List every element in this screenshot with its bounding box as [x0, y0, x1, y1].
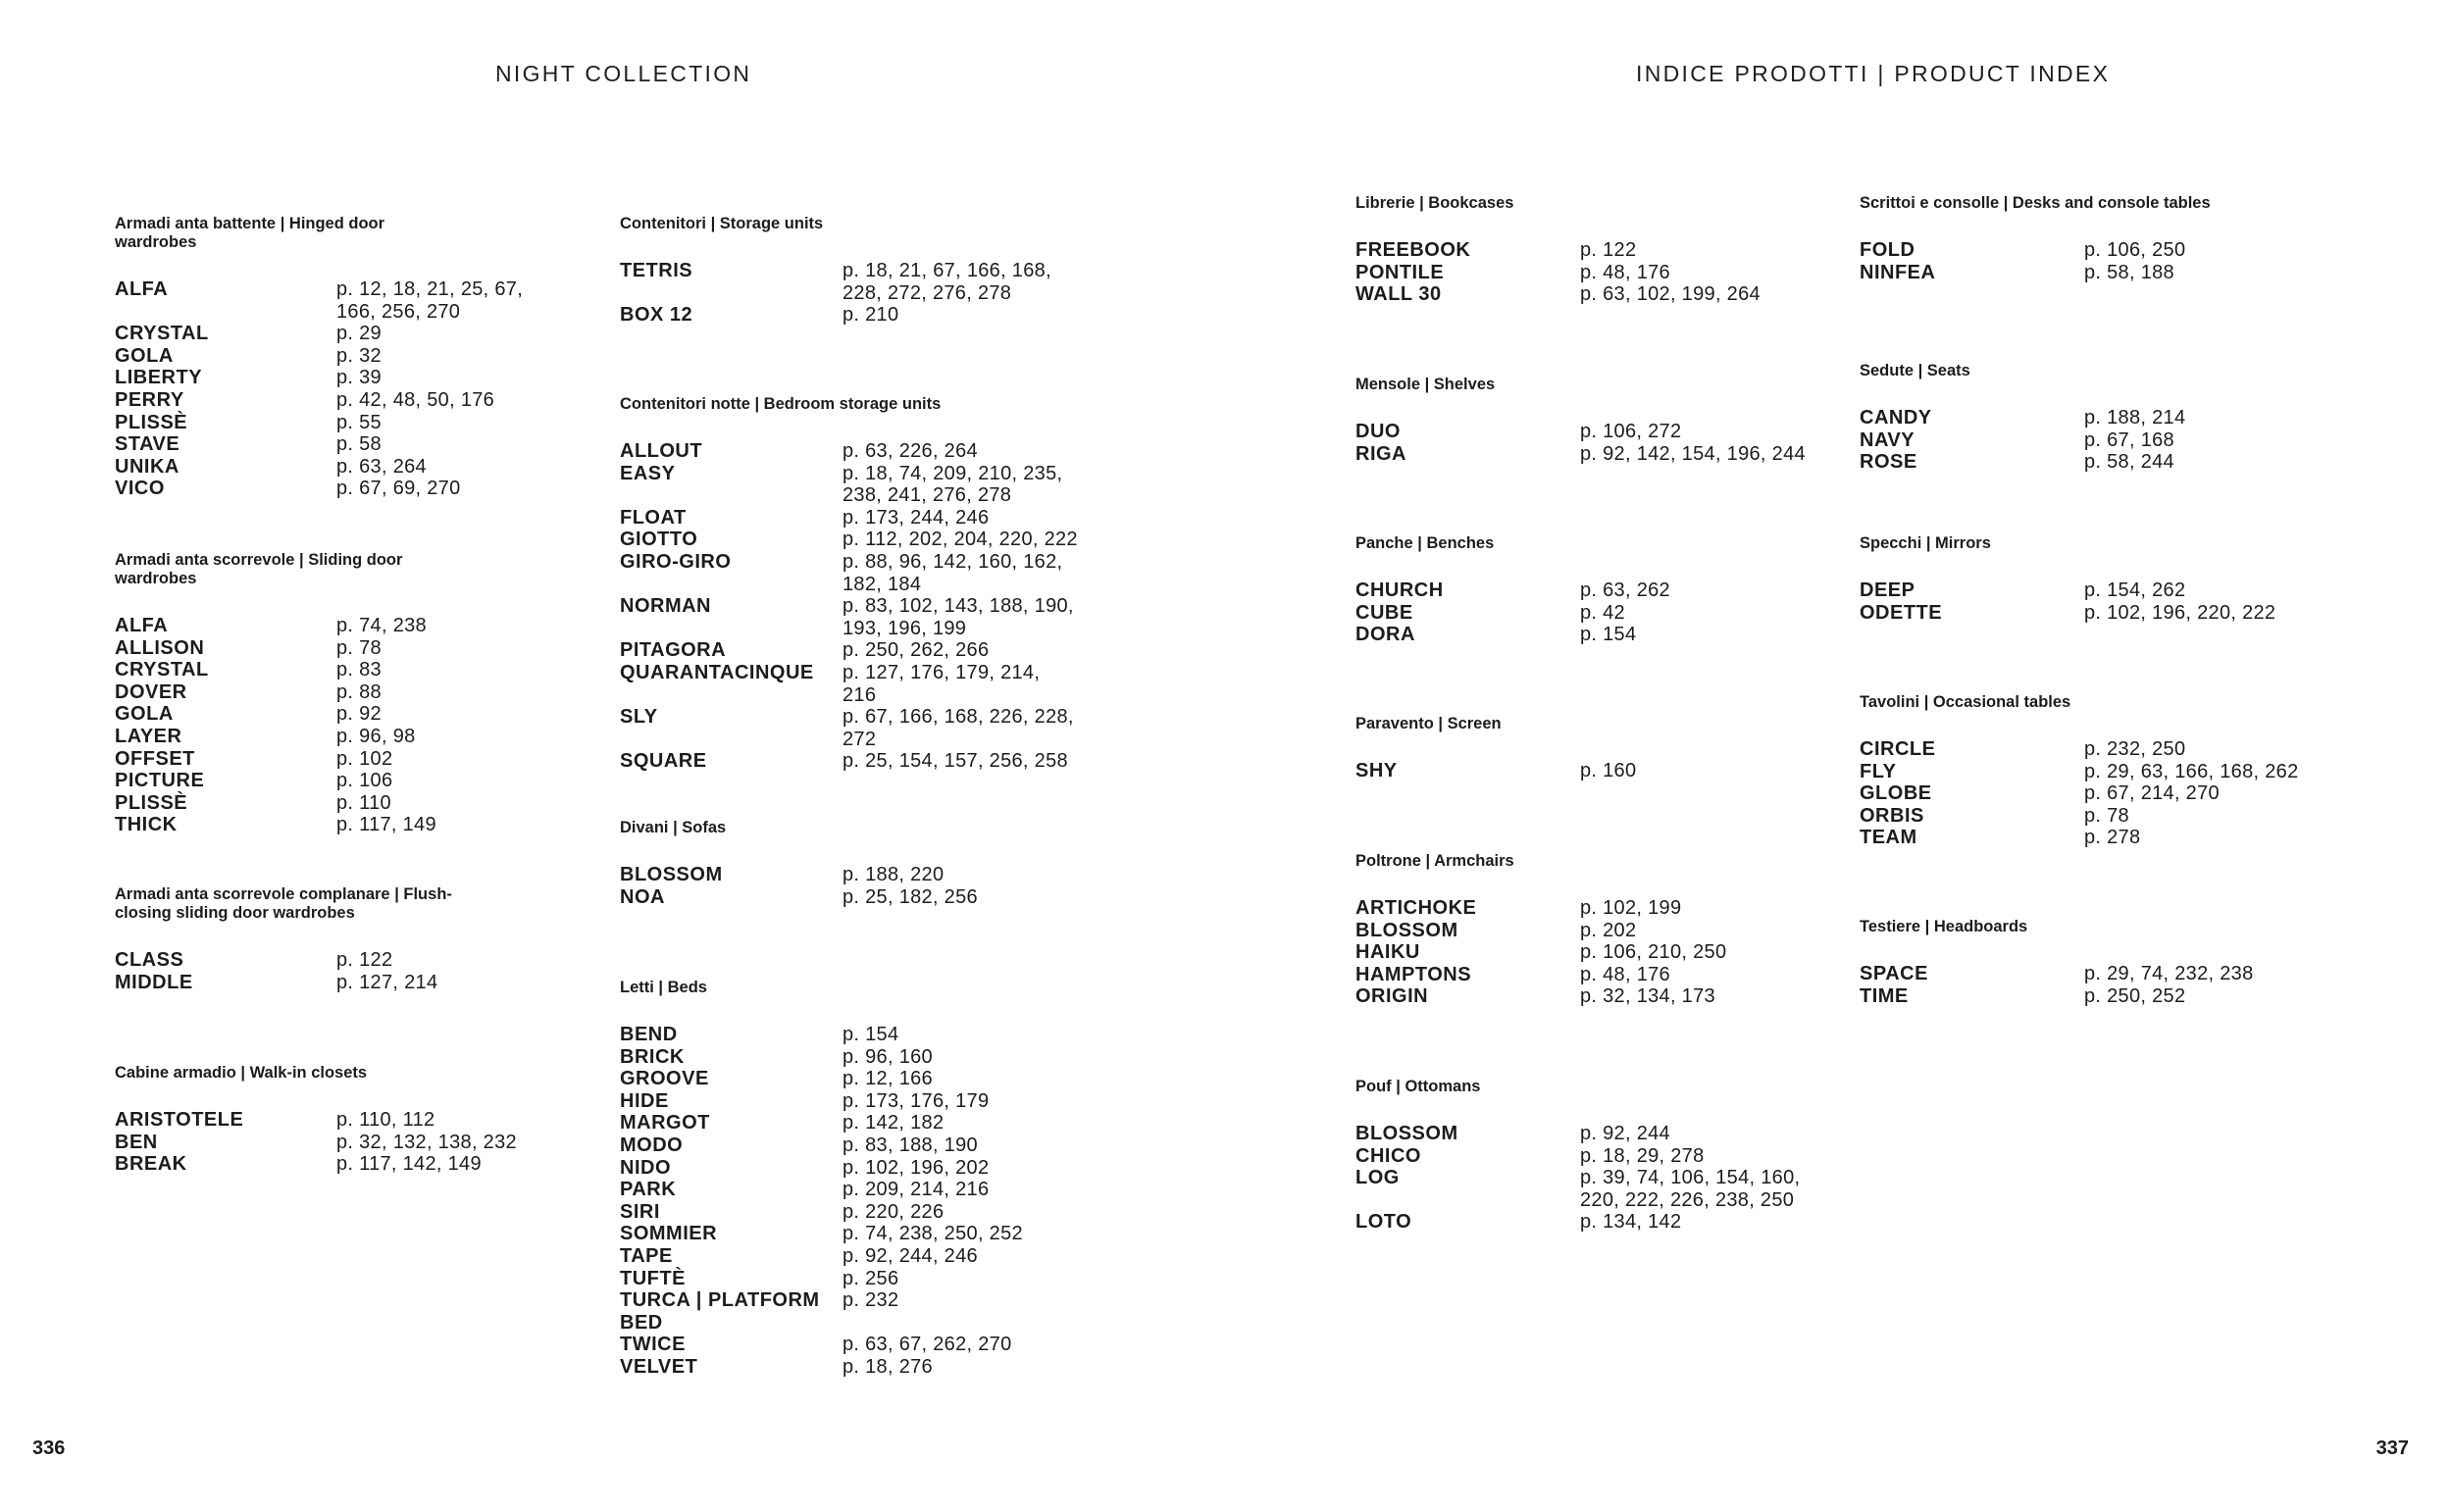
page-references: p. 92, 244 — [1580, 1123, 1670, 1144]
index-entry — [1355, 421, 1820, 443]
product-name: NORMAN — [620, 595, 711, 618]
header-night-collection: NIGHT COLLECTION — [495, 61, 752, 86]
page-references: p. 58, 244 — [2084, 451, 2174, 474]
page-references: p. 39, 74, 106, 154, 160, 220, 222, 226, 238, 250 — [1580, 1167, 1801, 1211]
page-references: p. 18, 21, 67, 166, 168, 228, 272, 276, 278 — [843, 260, 1051, 304]
index-entry — [620, 463, 1078, 507]
product-name: THICK — [115, 814, 178, 836]
index-entry — [115, 949, 542, 972]
section-title: Contenitori notte | Bedroom storage units — [620, 395, 942, 413]
index-entry — [620, 1245, 1078, 1268]
product-name: PARK — [620, 1179, 677, 1201]
product-name: CHICO — [1355, 1144, 1421, 1167]
product-name: MODO — [620, 1134, 684, 1156]
index-section — [1355, 534, 1820, 646]
product-name: DEEP — [1860, 580, 1915, 601]
index-entry — [115, 367, 542, 389]
section-title: Cabine armadio | Walk-in closets — [115, 1064, 368, 1082]
page-references: p. 127, 176, 179, 214, 216 — [843, 661, 1041, 706]
product-name: BLOSSOM — [1355, 919, 1458, 941]
index-entry — [1860, 985, 2324, 1008]
product-name: LOTO — [1355, 1211, 1412, 1234]
product-name: NAVY — [1860, 428, 1915, 451]
product-name: UNIKA — [115, 455, 179, 478]
page-references: p. 110, 112 — [336, 1109, 435, 1131]
section-title: Specchi | Mirrors — [1860, 534, 1991, 552]
page-references: p. 67, 168 — [2084, 428, 2174, 451]
product-name: DORA — [1355, 624, 1415, 646]
product-name: BLOSSOM — [620, 864, 723, 885]
product-name: TEAM — [1860, 827, 1917, 849]
page-references: p. 58 — [336, 433, 382, 456]
page-references: p. 67, 69, 270 — [336, 478, 461, 500]
product-name: BLOSSOM — [1355, 1123, 1458, 1144]
index-entry — [1355, 941, 1820, 964]
index-entry — [115, 770, 542, 792]
header-product-index: INDICE PRODOTTI | PRODUCT INDEX — [1636, 61, 2111, 86]
index-entry — [620, 1334, 1078, 1356]
page-references: p. 106, 272 — [1580, 421, 1682, 442]
page-references: p. 127, 214 — [336, 971, 438, 993]
index-entry — [115, 433, 542, 456]
page-references: p. 25, 154, 157, 256, 258 — [843, 750, 1068, 773]
product-name: ALLOUT — [620, 440, 703, 462]
page-references: p. 83, 102, 143, 188, 190, 193, 196, 199 — [843, 595, 1074, 639]
index-entry — [1355, 239, 1820, 262]
index-section — [115, 885, 542, 993]
page-references: p. 32, 134, 173 — [1580, 985, 1715, 1008]
page-references: p. 110 — [336, 791, 391, 814]
index-entry — [1860, 963, 2324, 985]
page-number-right: 337 — [2375, 1437, 2409, 1459]
product-name: FREEBOOK — [1355, 239, 1471, 261]
page-references: p. 25, 182, 256 — [843, 885, 978, 908]
product-name: ALFA — [115, 615, 169, 636]
index-entry — [620, 529, 1078, 551]
index-entry — [1355, 985, 1820, 1008]
product-name: LOG — [1355, 1167, 1400, 1189]
section-title: Poltrone | Armchairs — [1355, 852, 1514, 870]
product-name: BREAK — [115, 1153, 187, 1176]
product-name: PITAGORA — [620, 639, 727, 662]
page-references: p. 160 — [1580, 760, 1637, 781]
section-title: Paravento | Screen — [1355, 715, 1502, 732]
index-entry — [620, 1179, 1078, 1201]
page-references: p. 154 — [843, 1024, 899, 1045]
section-title: Sedute | Seats — [1860, 362, 1970, 379]
product-name: LAYER — [115, 725, 182, 747]
page-references: p. 78 — [2084, 804, 2129, 827]
index-entry — [620, 864, 1078, 886]
page-references: p. 112, 202, 204, 220, 222 — [843, 529, 1078, 551]
index-entry — [620, 1112, 1078, 1134]
index-entry — [1860, 580, 2324, 602]
product-name: SIRI — [620, 1200, 660, 1223]
section-title: Testiere | Headboards — [1860, 918, 2028, 935]
product-name: LIBERTY — [115, 367, 203, 389]
index-section — [1355, 376, 1820, 465]
page-references: p. 117, 149 — [336, 814, 436, 836]
section-title: Mensole | Shelves — [1355, 376, 1496, 393]
product-name: NIDO — [620, 1156, 671, 1179]
index-section — [115, 1064, 542, 1176]
section-title: Armadi anta scorrevole complanare | Flush-closing sliding door wardrobes — [115, 885, 452, 922]
product-name: ORIGIN — [1355, 985, 1429, 1008]
product-name: NINFEA — [1860, 261, 1936, 283]
product-name: OFFSET — [115, 747, 195, 770]
section-title: Armadi anta scorrevole | Sliding door wardrobes — [115, 551, 403, 587]
page-references: p. 67, 166, 168, 226, 228, 272 — [843, 706, 1074, 750]
product-name: PICTURE — [115, 770, 205, 792]
page-references: p. 209, 214, 216 — [843, 1179, 990, 1201]
page-references: p. 154 — [1580, 624, 1637, 646]
page-references: p. 55 — [336, 411, 382, 433]
page-references: p. 63, 262 — [1580, 580, 1670, 601]
index-entry — [115, 792, 542, 815]
page-references: p. 74, 238, 250, 252 — [843, 1223, 1023, 1245]
index-entry — [1860, 738, 2324, 761]
index-entry — [1860, 827, 2324, 849]
product-name: BEN — [115, 1131, 158, 1153]
product-name: FLOAT — [620, 506, 687, 529]
page-references: p. 18, 276 — [843, 1355, 933, 1378]
page-references: p. 106, 250 — [2084, 239, 2186, 261]
index-entry — [620, 595, 1078, 639]
index-entry — [1355, 1211, 1820, 1234]
index-entry — [1860, 805, 2324, 828]
product-name: GIRO-GIRO — [620, 550, 732, 573]
index-entry — [115, 659, 542, 681]
page-references: p. 29 — [336, 323, 382, 345]
page-references: p. 63, 226, 264 — [843, 440, 978, 462]
page-references: p. 12, 18, 21, 25, 67, 166, 256, 270 — [336, 278, 524, 323]
index-entry — [1355, 1123, 1820, 1145]
index-entry — [620, 1046, 1078, 1069]
product-name: QUARANTACINQUE — [620, 661, 814, 683]
product-name: ORBIS — [1860, 804, 1924, 827]
page-references: p. 83 — [336, 659, 382, 681]
index-entry — [620, 1024, 1078, 1046]
index-entry — [620, 1201, 1078, 1224]
index-entry — [1355, 1145, 1820, 1168]
page-references: p. 63, 67, 262, 270 — [843, 1334, 1012, 1356]
index-entry — [1355, 283, 1820, 306]
section-title: Scrittoi e consolle | Desks and console tables — [1860, 194, 2211, 212]
product-name: GOLA — [115, 344, 174, 367]
section-title: Divani | Sofas — [620, 819, 727, 836]
index-entry — [620, 1223, 1078, 1245]
product-name: TIME — [1860, 984, 1909, 1007]
product-name: STAVE — [115, 433, 180, 456]
product-name: DOVER — [115, 680, 187, 703]
product-name: PONTILE — [1355, 261, 1445, 283]
product-name: PERRY — [115, 388, 184, 411]
index-section — [1860, 534, 2324, 624]
index-entry — [1355, 580, 1820, 602]
page-references: p. 29, 63, 166, 168, 262 — [2084, 760, 2299, 782]
index-entry — [1355, 262, 1820, 284]
product-name: ROSE — [1860, 451, 1917, 474]
index-entry — [620, 260, 1078, 304]
section-title: Letti | Beds — [620, 979, 707, 996]
page-references: p. 232, 250 — [2084, 738, 2186, 760]
index-entry — [1355, 624, 1820, 646]
product-name: TETRIS — [620, 260, 693, 281]
index-entry — [1355, 1167, 1820, 1211]
product-name: SLY — [620, 706, 658, 729]
page-references: p. 232 — [843, 1289, 899, 1312]
section-title: Pouf | Ottomans — [1355, 1078, 1481, 1095]
index-entry — [115, 681, 542, 704]
index-entry — [1860, 239, 2324, 262]
index-entry — [1860, 451, 2324, 474]
product-name: TWICE — [620, 1334, 686, 1356]
product-name: CANDY — [1860, 407, 1932, 428]
product-name: HAIKU — [1355, 941, 1420, 964]
page-references: p. 63, 102, 199, 264 — [1580, 283, 1761, 306]
page-references: p. 83, 188, 190 — [843, 1134, 978, 1156]
product-name: MARGOT — [620, 1112, 710, 1134]
product-name: ALLISON — [115, 636, 205, 659]
product-name: SOMMIER — [620, 1223, 718, 1245]
page-references: p. 106 — [336, 770, 393, 792]
index-entry — [115, 389, 542, 412]
product-name: CIRCLE — [1860, 738, 1936, 760]
page-references: p. 48, 176 — [1580, 963, 1670, 985]
page-references: p. 106, 210, 250 — [1580, 941, 1727, 964]
index-entry — [115, 323, 542, 345]
section-title: Panche | Benches — [1355, 534, 1495, 552]
index-section — [1355, 715, 1820, 782]
index-entry — [115, 412, 542, 434]
page-references: p. 188, 220 — [843, 864, 945, 885]
product-name: BOX 12 — [620, 304, 693, 327]
index-entry — [620, 440, 1078, 463]
page-references: p. 122 — [336, 949, 393, 971]
index-entry — [115, 726, 542, 748]
page-references: p. 18, 74, 209, 210, 235, 238, 241, 276, 278 — [843, 462, 1063, 507]
index-entry — [620, 1068, 1078, 1090]
index-entry — [1355, 897, 1820, 920]
product-name: TAPE — [620, 1244, 673, 1267]
index-entry — [620, 1157, 1078, 1180]
index-entry — [115, 1132, 542, 1154]
product-name: EASY — [620, 462, 676, 484]
page-references: p. 134, 142 — [1580, 1211, 1682, 1234]
product-name: GLOBE — [1860, 782, 1932, 805]
product-name: SPACE — [1860, 963, 1928, 984]
product-name: DUO — [1355, 421, 1401, 442]
index-entry — [620, 304, 1078, 327]
product-name: MIDDLE — [115, 971, 193, 993]
index-entry — [620, 750, 1078, 773]
section-title: Contenitori | Storage units — [620, 215, 824, 232]
index-entry — [620, 1289, 1078, 1334]
index-entry — [1860, 407, 2324, 429]
product-name: RIGA — [1355, 442, 1406, 465]
page-references: p. 29, 74, 232, 238 — [2084, 963, 2254, 984]
page-references: p. 188, 214 — [2084, 407, 2186, 428]
product-name: SQUARE — [620, 750, 707, 773]
index-entry — [620, 1268, 1078, 1290]
product-name: BRICK — [620, 1045, 685, 1068]
index-entry — [1355, 760, 1820, 782]
page-references: p. 142, 182 — [843, 1112, 945, 1134]
page-references: p. 256 — [843, 1267, 899, 1289]
index-entry — [1355, 964, 1820, 986]
product-name: TUFTÈ — [620, 1267, 686, 1289]
page-references: p. 88 — [336, 680, 382, 703]
index-section — [1860, 362, 2324, 474]
index-entry — [115, 1109, 542, 1132]
index-section — [1860, 693, 2324, 849]
product-name: FLY — [1860, 760, 1897, 782]
product-name: CRYSTAL — [115, 323, 209, 345]
page-references: p. 78 — [336, 636, 382, 659]
page-references: p. 88, 96, 142, 160, 162, 182, 184 — [843, 550, 1063, 595]
page-references: p. 48, 176 — [1580, 261, 1670, 283]
index-entry — [620, 1134, 1078, 1157]
index-entry — [115, 278, 542, 323]
index-section — [620, 395, 1078, 773]
product-name: CUBE — [1355, 601, 1413, 624]
page-references: p. 32 — [336, 344, 382, 367]
index-section — [620, 979, 1078, 1379]
product-name: TURCA | PLATFORM BED — [620, 1289, 820, 1334]
section-title: Librerie | Bookcases — [1355, 194, 1514, 212]
product-name: HIDE — [620, 1089, 669, 1112]
index-section — [620, 819, 1078, 908]
index-entry — [115, 456, 542, 479]
index-entry — [1860, 782, 2324, 805]
index-entry — [1860, 262, 2324, 284]
product-name: VICO — [115, 478, 165, 500]
product-name: FOLD — [1860, 239, 1915, 261]
page-references: p. 122 — [1580, 239, 1637, 261]
index-section — [1355, 852, 1820, 1008]
page-references: p. 154, 262 — [2084, 580, 2186, 601]
product-name: HAMPTONS — [1355, 963, 1472, 985]
page-references: p. 250, 262, 266 — [843, 639, 990, 662]
index-entry — [620, 662, 1078, 706]
page-references: p. 96, 98 — [336, 725, 416, 747]
product-name: ARISTOTELE — [115, 1109, 244, 1131]
page-references: p. 173, 244, 246 — [843, 506, 990, 529]
index-entry — [1860, 429, 2324, 452]
product-name: NOA — [620, 885, 665, 908]
product-name: ODETTE — [1860, 601, 1943, 624]
page-references: p. 96, 160 — [843, 1045, 933, 1068]
page-references: p. 92, 244, 246 — [843, 1244, 978, 1267]
index-entry — [620, 1356, 1078, 1379]
index-section — [1355, 194, 1820, 306]
index-entry — [620, 639, 1078, 662]
page-references: p. 202 — [1580, 919, 1637, 941]
product-name: CRYSTAL — [115, 659, 209, 681]
index-entry — [1860, 761, 2324, 783]
index-entry — [1355, 443, 1820, 466]
product-name: GROOVE — [620, 1068, 709, 1090]
index-entry — [115, 814, 542, 836]
page-references: p. 18, 29, 278 — [1580, 1144, 1705, 1167]
page-references: p. 12, 166 — [843, 1068, 933, 1090]
index-entry — [620, 886, 1078, 909]
index-entry — [1355, 602, 1820, 625]
product-name: CLASS — [115, 949, 184, 971]
page-references: p. 74, 238 — [336, 615, 427, 636]
page-references: p. 173, 176, 179 — [843, 1089, 990, 1112]
product-name: WALL 30 — [1355, 283, 1442, 306]
page-references: p. 102, 199 — [1580, 897, 1682, 919]
section-title: Armadi anta battente | Hinged door wardrobes — [115, 215, 385, 251]
product-name: PLISSÈ — [115, 791, 188, 814]
index-section — [115, 215, 542, 500]
index-section — [1860, 918, 2324, 1007]
index-entry — [115, 478, 542, 500]
product-name: SHY — [1355, 760, 1398, 781]
page-references: p. 117, 142, 149 — [336, 1153, 482, 1176]
product-name: BEND — [620, 1024, 678, 1045]
page-references: p. 58, 188 — [2084, 261, 2174, 283]
product-name: GIOTTO — [620, 529, 698, 551]
page-number-left: 336 — [32, 1437, 66, 1459]
product-name: CHURCH — [1355, 580, 1444, 601]
page-references: p. 42 — [1580, 601, 1625, 624]
page-references: p. 102, 196, 220, 222 — [2084, 601, 2276, 624]
index-entry — [115, 972, 542, 994]
page-references: p. 102 — [336, 747, 393, 770]
page-references: p. 250, 252 — [2084, 984, 2186, 1007]
product-name: VELVET — [620, 1355, 698, 1378]
page-references: p. 278 — [2084, 827, 2141, 849]
page-references: p. 220, 226 — [843, 1200, 945, 1223]
page-references: p. 39 — [336, 367, 382, 389]
page-references: p. 67, 214, 270 — [2084, 782, 2220, 805]
index-entry — [115, 637, 542, 660]
index-entry — [115, 703, 542, 726]
product-name: ARTICHOKE — [1355, 897, 1477, 919]
product-name: ALFA — [115, 278, 169, 300]
section-title: Tavolini | Occasional tables — [1860, 693, 2071, 711]
page-references: p. 63, 264 — [336, 455, 427, 478]
page-references: p. 102, 196, 202 — [843, 1156, 990, 1179]
page-references: p. 92, 142, 154, 196, 244 — [1580, 442, 1806, 465]
index-entry — [115, 1153, 542, 1176]
index-section — [620, 215, 1078, 327]
index-entry — [1355, 920, 1820, 942]
index-entry — [620, 507, 1078, 529]
page-references: p. 210 — [843, 304, 899, 327]
index-entry — [115, 748, 542, 771]
index-entry — [620, 706, 1078, 750]
product-name: GOLA — [115, 703, 174, 726]
index-entry — [115, 345, 542, 368]
index-section — [1355, 1078, 1820, 1234]
index-entry — [620, 551, 1078, 595]
index-section — [1860, 194, 2324, 283]
page-references: p. 32, 132, 138, 232 — [336, 1131, 517, 1153]
index-entry — [1860, 602, 2324, 625]
product-name: PLISSÈ — [115, 411, 188, 433]
index-entry — [620, 1090, 1078, 1113]
index-entry — [115, 615, 542, 637]
page-references: p. 92 — [336, 703, 382, 726]
index-section — [115, 551, 542, 836]
page-references: p. 42, 48, 50, 176 — [336, 388, 495, 411]
